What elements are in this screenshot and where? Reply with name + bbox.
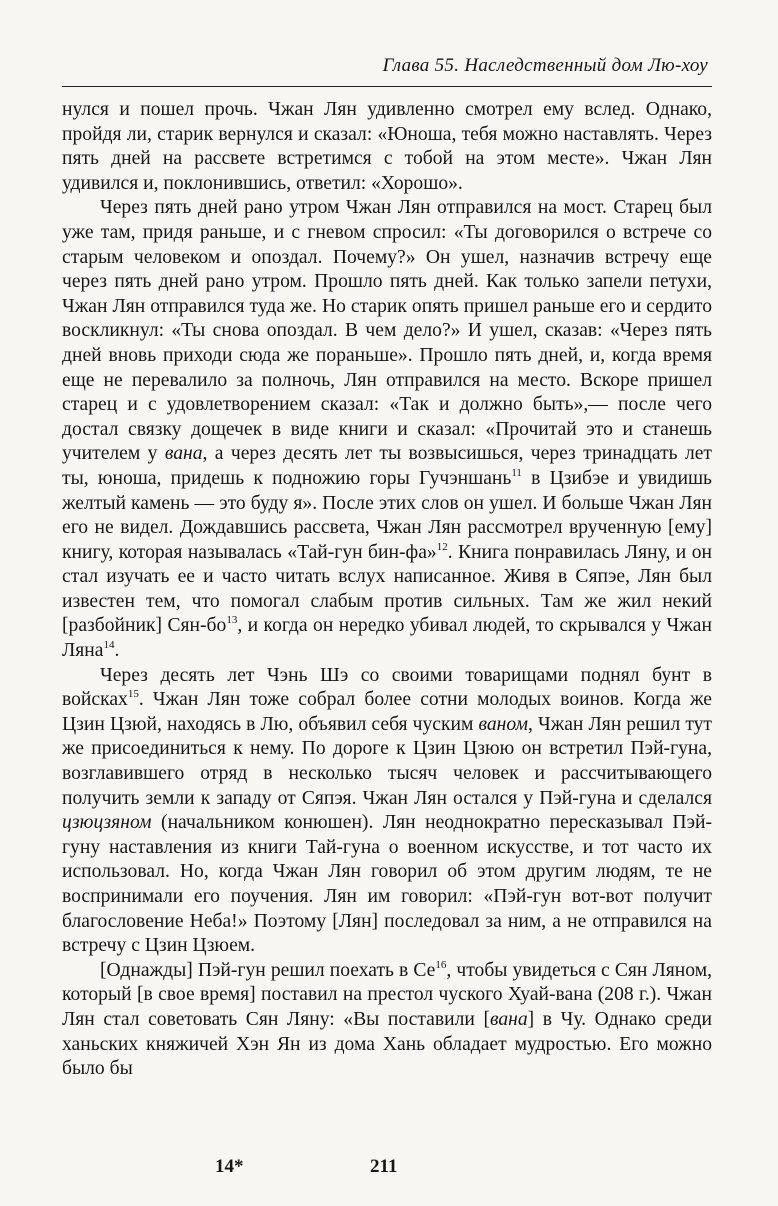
header-rule (62, 86, 712, 87)
footnote-marker: 16 (435, 958, 447, 971)
italic-term: цзюцзяном (62, 812, 152, 834)
text-run: , и когда он нередко убивал людей, то скрывался у Чжан Ляна (62, 615, 712, 662)
text-run: , чтобы увидеться с Сян Ляном, который [в свое время] поставил на престол чуского Хуай-вана (208 г.). Чжан Лян стал советовать Сян Ляну: «Вы поставили [ (62, 959, 712, 1030)
running-header: Глава 55. Наследственный дом Лю-хоу (382, 55, 708, 76)
text-run: ] в Чу. Однако среди ханьских княжичей Хэн Ян из дома Хань обладает мудростью. Его можно было бы (62, 1008, 712, 1080)
text-run: . Чжан Лян тоже собрал более сотни молодых воинов. Когда же Цзин Цзюй, находясь в Лю, объявил себя чуским (62, 689, 712, 735)
text-run: Через пять дней рано утром Чжан Лян отправился на мост. Старец был уже там, придя раньше, и с гневом спросил: «Ты договорился о встрече со старым человеком и опоздал. Почему?» Он ушел, назначив встречу еще через пять дней рано утром. Прошло пять дней. Как только запели петухи, Чжан Лян отправился туда же. Но старик опять пришел раньше его и сердито воскликнул: «Ты снова опоздал. В чем дело?» И ушел, сказав: «Через пять дней вновь приходи сюда же пораньше». Прошло пять дней, и, когда время еще не перевалило за полночь, Лян отправился на место. Вскоре пришел старец и с удовлетворением сказал: «Так и должно быть»,— после чего достал связку дощечек в виде книги и сказал: «Прочитай это и станешь учителем у (62, 197, 712, 465)
paragraph-1 (62, 98, 712, 196)
text-run: нулся и пошел прочь. Чжан Лян удивленно смотрел ему вслед. Однако, пройдя ли, старик вернулся и сказал: «Юноша, тебя можно наставлять. Через пять дней на рассвете встретимся с тобой на этом месте». Чжан Лян удивился и, поклонившись, ответил: «Хорошо». (62, 99, 712, 194)
paragraph-2 (62, 196, 712, 663)
paragraph-4 (62, 959, 712, 1082)
paragraph-3 (62, 664, 712, 959)
text-run: . Книга понравилась Ляну, и он стал изучать ее и часто читать вслух написанное. Живя в Сяпэе, Лян был известен тем, что помогал слабым против сильных. Там же жил некий [разбойник] Сян-бо (62, 541, 712, 637)
printer-signature: 14* (215, 1156, 244, 1177)
text-run: . (114, 640, 120, 662)
text-run: (начальником конюшен). Лян неоднократно пересказывал Пэй-гуну наставления из книги Тай-гуна о военном искусстве, и тот часто их использовал. Но, когда Чжан Лян говорил об этом другим людям, те не воспринимали его поучения. Лян им говорил: «Пэй-гун вот-вот получит благословение Неба!» Поэтому [Лян] последовал за ним, а не отправился на встречу с Цзин Цзюем. (62, 812, 712, 957)
footnote-marker: 14 (103, 639, 115, 652)
footnote-marker: 13 (226, 614, 238, 627)
italic-term: вана (164, 443, 203, 465)
text-run: в Цзибэе и увидишь желтый камень — это буду я». После этих слов он ушел. И больше Чжан Лян его не видел. Дождавшись рассвета, Чжан Лян рассмотрел врученную [ему] книгу, которая называлась «Тай-гун бин-фа» (62, 467, 712, 563)
footnote-marker: 15 (127, 688, 139, 701)
text-run: , Чжан Лян решил тут же присоединиться к нему. По дороге к Цзин Цзюю он встретил Пэй-гуна, возглавившего отряд в несколько тысяч человек и рассчитывающего получить земли к западу от Сяпэя. Чжан Лян остался у Пэй-гуна и сделался (62, 713, 712, 809)
page-number: 211 (370, 1156, 398, 1177)
text-run: [Однажды] Пэй-гун решил поехать в Се (100, 959, 436, 981)
footnote-marker: 12 (436, 540, 448, 553)
text-run: , а через десять лет ты возвысишься, через тринадцать лет ты, юноша, придешь к подножию горы Гучэншань (62, 443, 712, 489)
main-text (62, 98, 712, 1082)
text-run: Через десять лет Чэнь Шэ со своими товарищами поднял бунт в войсках (62, 664, 712, 711)
footnote-marker: 11 (511, 466, 522, 479)
italic-term: ваном (478, 713, 528, 735)
italic-term: вана (489, 1008, 528, 1030)
